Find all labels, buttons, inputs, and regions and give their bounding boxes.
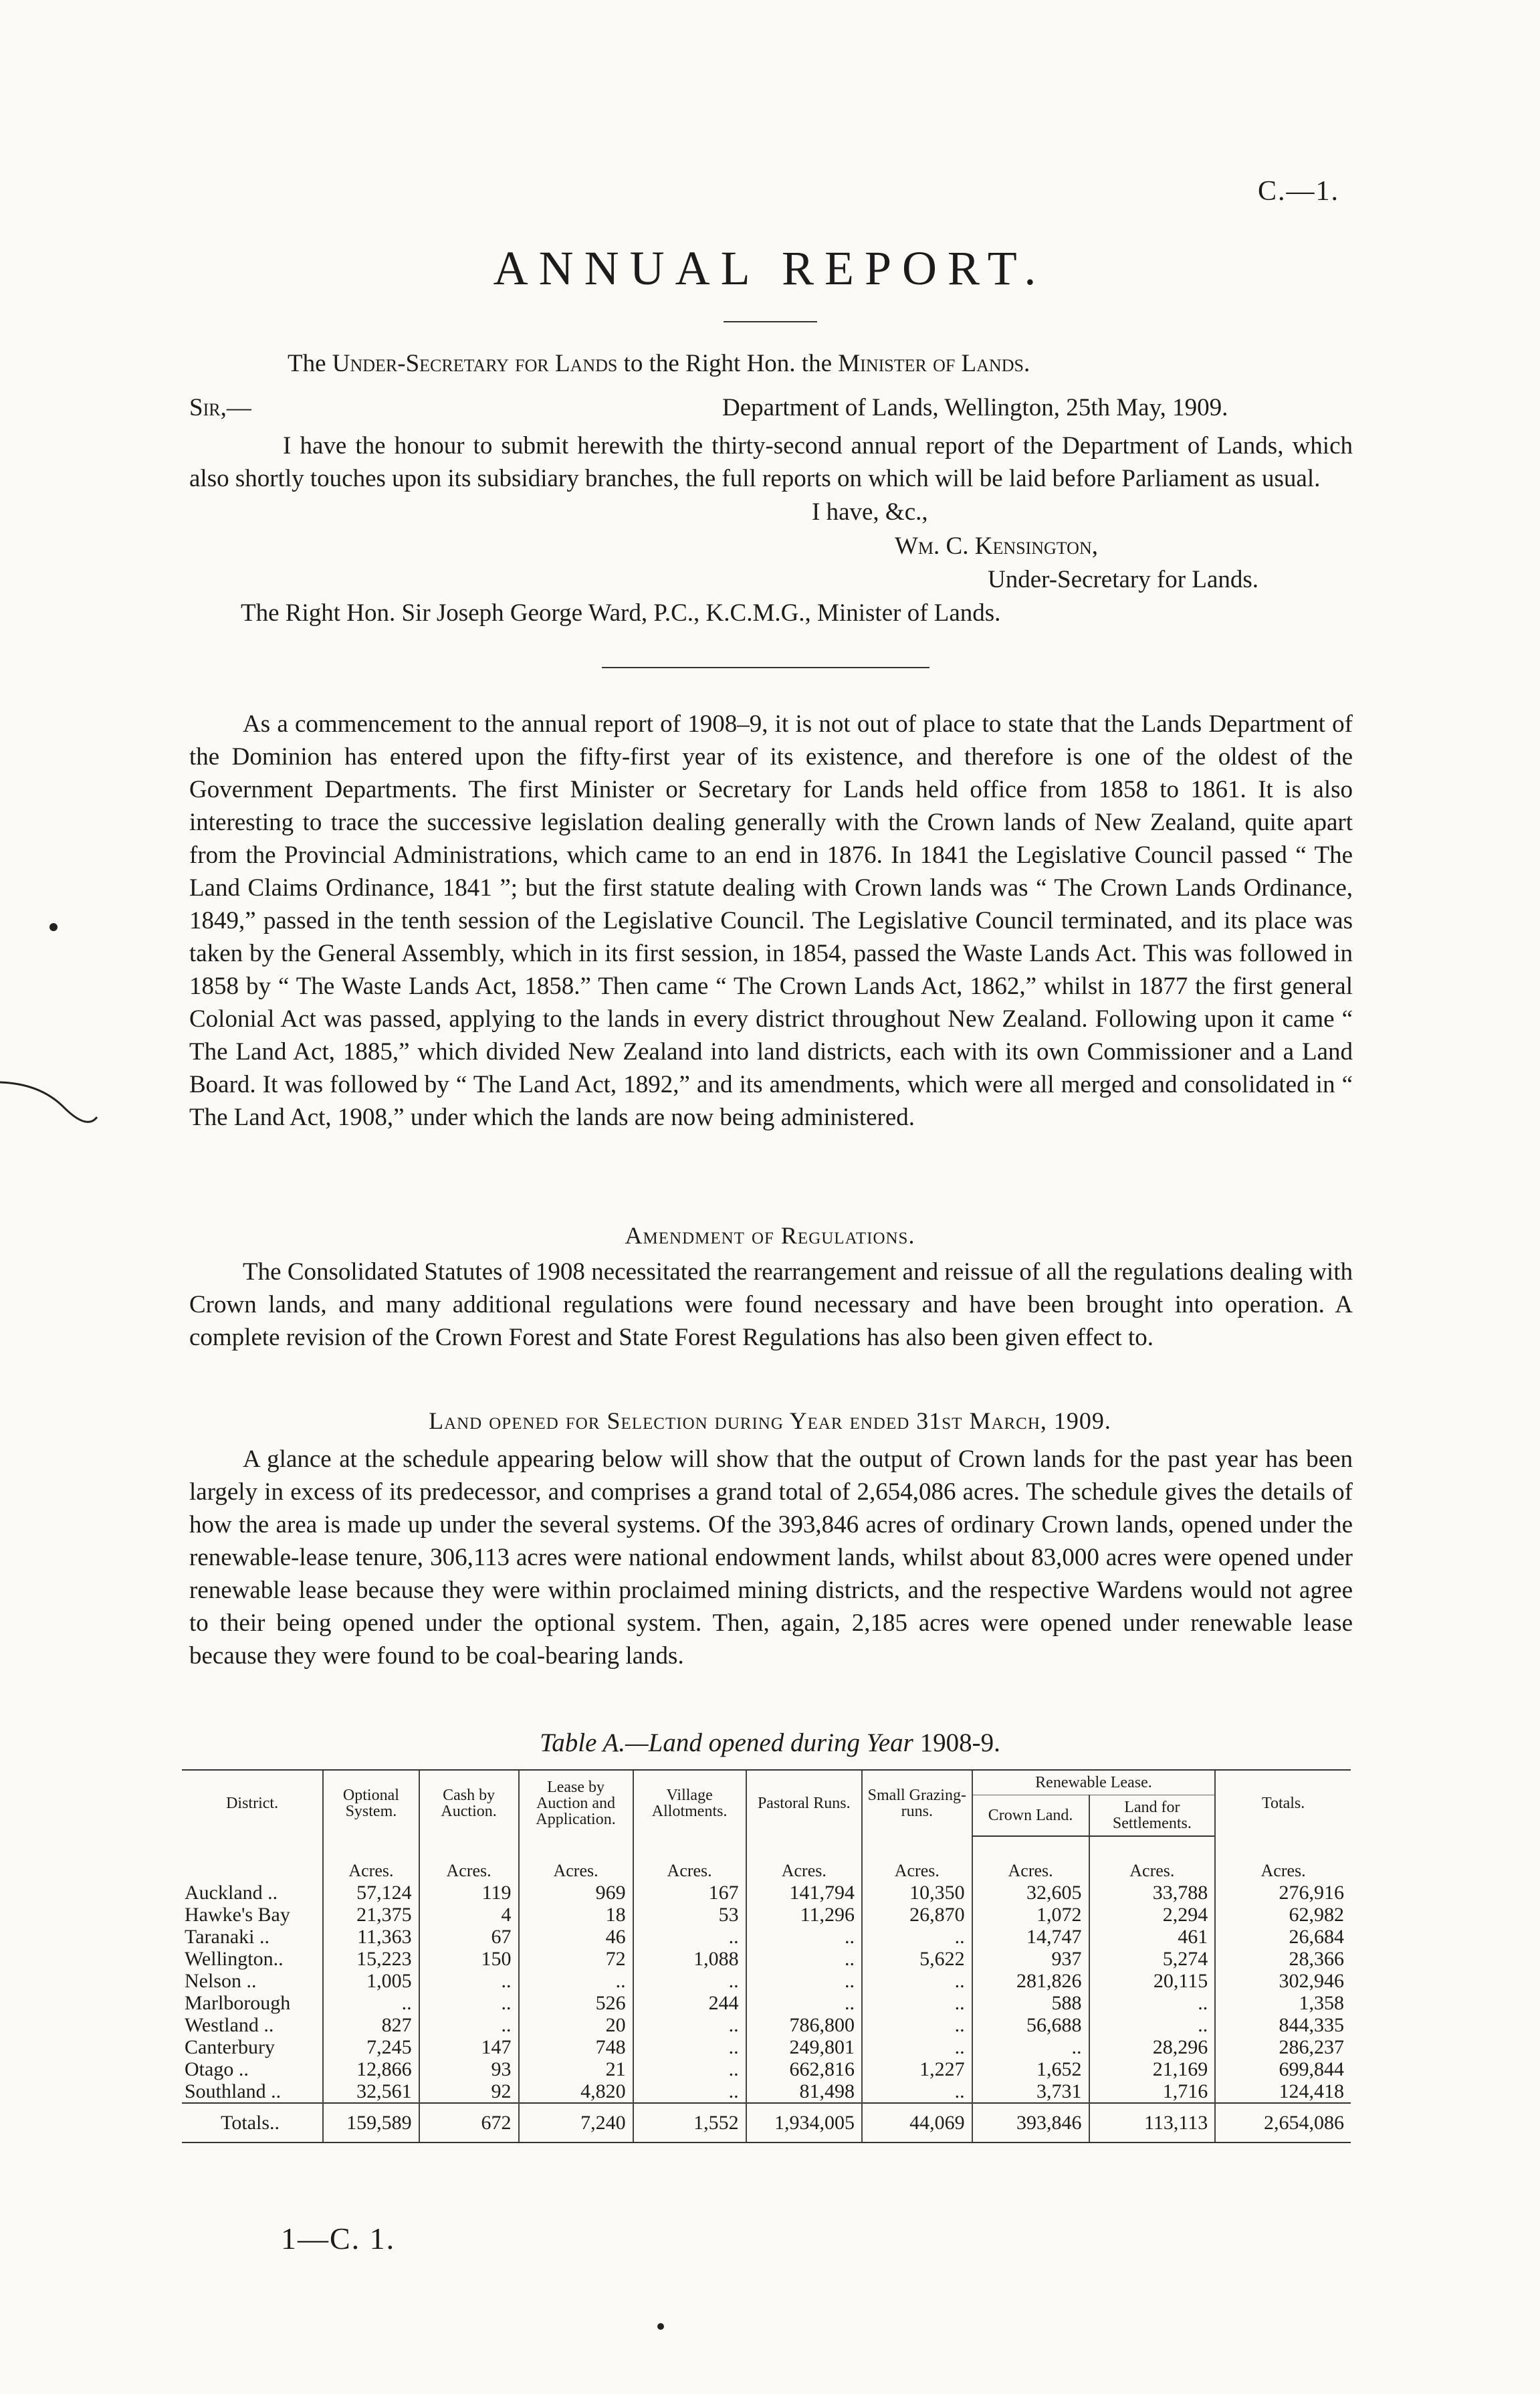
value-cell: 461 [1089,1926,1216,1948]
district-cell: Wellington.. [185,1948,284,1970]
value-cell: 937 [972,1948,1089,1970]
value-cell: .. [633,2036,746,2058]
value-cell: 18 [519,1904,633,1926]
amendment-paragraph: The Consolidated Statutes of 1908 necessitated the rearrangement and reissue of all the regulations dealing with Crown lands, and many additional regulations were found necessary and have been brought into operation. A complete revision of the Crown Forest and State Forest Regulations has also been given effect to. [189,1258,1353,1351]
table-body [182,1836,1351,2142]
value-cell: 93 [419,2058,519,2080]
value-cell: 11,363 [323,1926,419,1948]
margin-bullet [47,920,60,934]
value-cell: 2,294 [1089,1904,1216,1926]
value-cell: .. [633,2014,746,2036]
land-paragraph: A glance at the schedule appearing below will show that the output of Crown lands for the past year has been largely in excess of its predecessor, and comprises a grand total of 2,654,086 acres. The schedule gives the details of how the area is made up under the several systems. Of the 393,846 acres of ordinary Crown lands, opened under the renewable-lease tenure, 306,113 acres were national endowment lands, whilst about 83,000 acres were opened under renewable lease because they were within proclaimed mining districts, and the respective Wardens would not agree to their being opened under the optional system. Then, again, 2,185 acres were opened under renewable lease because they were found to be coal-bearing lands. [189,1445,1353,1670]
value-cell: 4 [419,1904,519,1926]
value-cell: 1,934,005 [746,2103,862,2142]
value-cell: 249,801 [746,2036,862,2058]
value-cell: 159,589 [323,2103,419,2142]
value-cell: .. [633,2058,746,2080]
value-cell: .. [419,1992,519,2014]
value-cell: 11,296 [746,1904,862,1926]
value-cell: 2,654,086 [1215,2103,1351,2142]
totals-row [182,2103,1351,2142]
table-row [182,2014,1351,2036]
value-cell: 21,169 [1089,2058,1216,2080]
value-cell: 20,115 [1089,1970,1216,1992]
value-cell: .. [862,1992,972,2014]
header-district: District. [182,1770,323,1836]
letter-from: Under-Secretary for Lands [332,350,618,377]
letter-to: Minister of Lands. [838,350,1030,377]
table-row [182,1992,1351,2014]
letter-signature: Wm. C. Kensington, [895,532,1098,560]
district-cell: Auckland .. [185,1882,278,1904]
value-cell: .. [419,2014,519,2036]
section-divider [602,667,929,668]
value-cell: 28,296 [1089,2036,1216,2058]
table-row [182,2058,1351,2080]
value-cell: 5,274 [1089,1948,1216,1970]
value-cell: .. [633,1970,746,1992]
header-pastoral: Pastoral Runs. [746,1770,862,1836]
letter-heading: The Under-Secretary for Lands to the Right Hon. the Minister of Lands. [288,350,1030,377]
value-cell: 1,358 [1215,1992,1351,2014]
header-small: Small Grazing-runs. [862,1770,972,1836]
value-cell: .. [746,1926,862,1948]
margin-stroke [0,1070,100,1124]
value-cell: 1,716 [1089,2080,1216,2103]
table-row [182,1970,1351,1992]
value-cell: 286,237 [1215,2036,1351,2058]
value-cell: 672 [419,2103,519,2142]
value-cell: 21 [519,2058,633,2080]
header-settlements: Land for Settlements. [1089,1795,1216,1837]
district-cell: Canterbury [185,2036,275,2058]
value-cell: .. [972,2036,1089,2058]
header-crown-land: Crown Land. [972,1795,1089,1837]
header-optional: Optional System. [323,1770,419,1836]
value-cell: 1,552 [633,2103,746,2142]
value-cell: 33,788 [1089,1882,1216,1904]
value-cell: .. [862,2036,972,2058]
value-cell: 124,418 [1215,2080,1351,2103]
value-cell: 92 [419,2080,519,2103]
land-heading: Land opened for Selection during Year ended 31st March, 1909. [429,1407,1111,1434]
bottom-bullet [655,2321,666,2332]
value-cell: 748 [519,2036,633,2058]
amendment-heading: Amendment of Regulations. [625,1222,915,1249]
page-title: ANNUAL REPORT. [493,241,1047,295]
value-cell: 3,731 [972,2080,1089,2103]
district-cell: Hawke's Bay [185,1904,290,1926]
value-cell: .. [862,1926,972,1948]
letter-body: I have the honour to submit herewith the thirty-second annual report of the Department of Lands, which also shortly touches upon its subsidiary branches, the full reports on which will be laid before Parliament as usual. [189,432,1353,492]
value-cell: 81,498 [746,2080,862,2103]
value-cell: .. [323,1992,419,2014]
value-cell: 786,800 [746,2014,862,2036]
value-cell: .. [633,2080,746,2103]
value-cell: .. [862,1970,972,1992]
district-cell: Nelson .. [185,1970,257,1992]
value-cell: 12,866 [323,2058,419,2080]
value-cell: 7,245 [323,2036,419,2058]
value-cell: 72 [519,1948,633,1970]
intro-paragraph: As a commencement to the annual report of 1908–9, it is not out of place to state that the Lands Department of the Dominion has entered upon the fifty-first year of its existence, and therefore is one of the oldest of the Government Departments. The first Minister or Secretary for Lands held office from 1858 to 1861. It is also interesting to trace the successive legislation dealing generally with the Crown lands of New Zealand, quite apart from the Provincial Administrations, which came to an end in 1876. In 1841 the Legislative Council passed “ The Land Claims Ordinance, 1841 ”; but the first statute dealing with Crown lands was “ The Crown Lands Ordinance, 1849,” passed in the tenth session of the Legislative Council. The Legislative Council terminated, and its place was taken by the General Assembly, which in its first session, in 1854, passed the Waste Lands Act. This was followed in 1858 by “ The Waste Lands Act, 1858.” Then came “ The Crown Lands Act, 1862,” whilst in 1877 the first general Colonial Act was passed, applying to the lands in every district throughout New Zealand. Following upon it came “ The Land Act, 1885,” which divided New Zealand into land districts, each with its own Commissioner and a Land Board. It was followed by “ The Land Act, 1892,” and its amendments, which were all merged and consolidated in “ The Land Act, 1908,” under which the lands are now being administered. [189,710,1353,1131]
value-cell: 150 [419,1948,519,1970]
value-cell: 1,652 [972,2058,1089,2080]
header-renewable: Renewable Lease. [972,1770,1216,1795]
table-row [182,1904,1351,1926]
units-row: Acres. Acres. Acres. Acres. Acres. Acres. Acres. Acres. Acres. [182,1836,1351,1882]
letter-salutation: Sir,— [189,394,251,421]
header-lease-auction: Lease by Auction and Application. [519,1770,633,1836]
table-row [182,1948,1351,1970]
value-cell: 32,561 [323,2080,419,2103]
land-opened-table [182,1769,1351,2143]
value-cell: 53 [633,1904,746,1926]
table-row [182,2080,1351,2103]
value-cell: 15,223 [323,1948,419,1970]
value-cell: 244 [633,1992,746,2014]
value-cell: .. [419,1970,519,1992]
letter-address: Department of Lands, Wellington, 25th May, 1909. [722,394,1228,421]
page-footer: 1—C. 1. [281,2221,396,2256]
letter-closing: I have, &c., [812,498,928,526]
value-cell: 44,069 [862,2103,972,2142]
value-cell: 10,350 [862,1882,972,1904]
value-cell: 113,113 [1089,2103,1216,2142]
value-cell: 28,366 [1215,1948,1351,1970]
value-cell: 281,826 [972,1970,1089,1992]
value-cell: 147 [419,2036,519,2058]
table-row [182,1926,1351,1948]
value-cell: 588 [972,1992,1089,2014]
value-cell: .. [1089,1992,1216,2014]
header-village: Village Allotments. [633,1770,746,1836]
header-cash: Cash by Auction. [419,1770,519,1836]
district-cell: Otago .. [185,2058,249,2080]
value-cell: 26,684 [1215,1926,1351,1948]
letter-signature-title: Under-Secretary for Lands. [988,566,1259,593]
value-cell: .. [1089,2014,1216,2036]
value-cell: 141,794 [746,1882,862,1904]
value-cell: 167 [633,1882,746,1904]
district-cell: Totals.. [182,2103,323,2142]
value-cell: 969 [519,1882,633,1904]
table-row [182,1882,1351,1904]
page-code: C.—1. [1257,176,1339,207]
letter-addressee: The Right Hon. Sir Joseph George Ward, P.C., K.C.M.G., Minister of Lands. [241,599,1001,627]
value-cell: 46 [519,1926,633,1948]
value-cell: 57,124 [323,1882,419,1904]
value-cell: 26,870 [862,1904,972,1926]
value-cell: 7,240 [519,2103,633,2142]
value-cell: 827 [323,2014,419,2036]
table-caption: Table A.—Land opened during Year 1908-9. [540,1728,1000,1757]
value-cell: 5,622 [862,1948,972,1970]
value-cell: .. [633,1926,746,1948]
title-rule [724,321,817,322]
value-cell: 1,072 [972,1904,1089,1926]
value-cell: 276,916 [1215,1882,1351,1904]
value-cell: 662,816 [746,2058,862,2080]
value-cell: 4,820 [519,2080,633,2103]
value-cell: 21,375 [323,1904,419,1926]
value-cell: 62,982 [1215,1904,1351,1926]
value-cell: 119 [419,1882,519,1904]
value-cell: 393,846 [972,2103,1089,2142]
value-cell: 14,747 [972,1926,1089,1948]
value-cell: .. [862,2014,972,2036]
district-cell: Southland .. [185,2080,282,2102]
value-cell: 526 [519,1992,633,2014]
value-cell: .. [519,1970,633,1992]
value-cell: 20 [519,2014,633,2036]
value-cell: .. [746,1970,862,1992]
value-cell: .. [862,2080,972,2103]
district-cell: Marlborough [185,1992,291,2014]
value-cell: 1,227 [862,2058,972,2080]
district-cell: Taranaki .. [185,1926,270,1948]
value-cell: 67 [419,1926,519,1948]
value-cell: 1,005 [323,1970,419,1992]
value-cell: .. [746,1992,862,2014]
header-totals: Totals. [1215,1770,1351,1836]
value-cell: 302,946 [1215,1970,1351,1992]
value-cell: 844,335 [1215,2014,1351,2036]
value-cell: 32,605 [972,1882,1089,1904]
value-cell: 56,688 [972,2014,1089,2036]
district-cell: Westland .. [185,2014,274,2036]
value-cell: 1,088 [633,1948,746,1970]
value-cell: 699,844 [1215,2058,1351,2080]
value-cell: .. [746,1948,862,1970]
table-row [182,2036,1351,2058]
